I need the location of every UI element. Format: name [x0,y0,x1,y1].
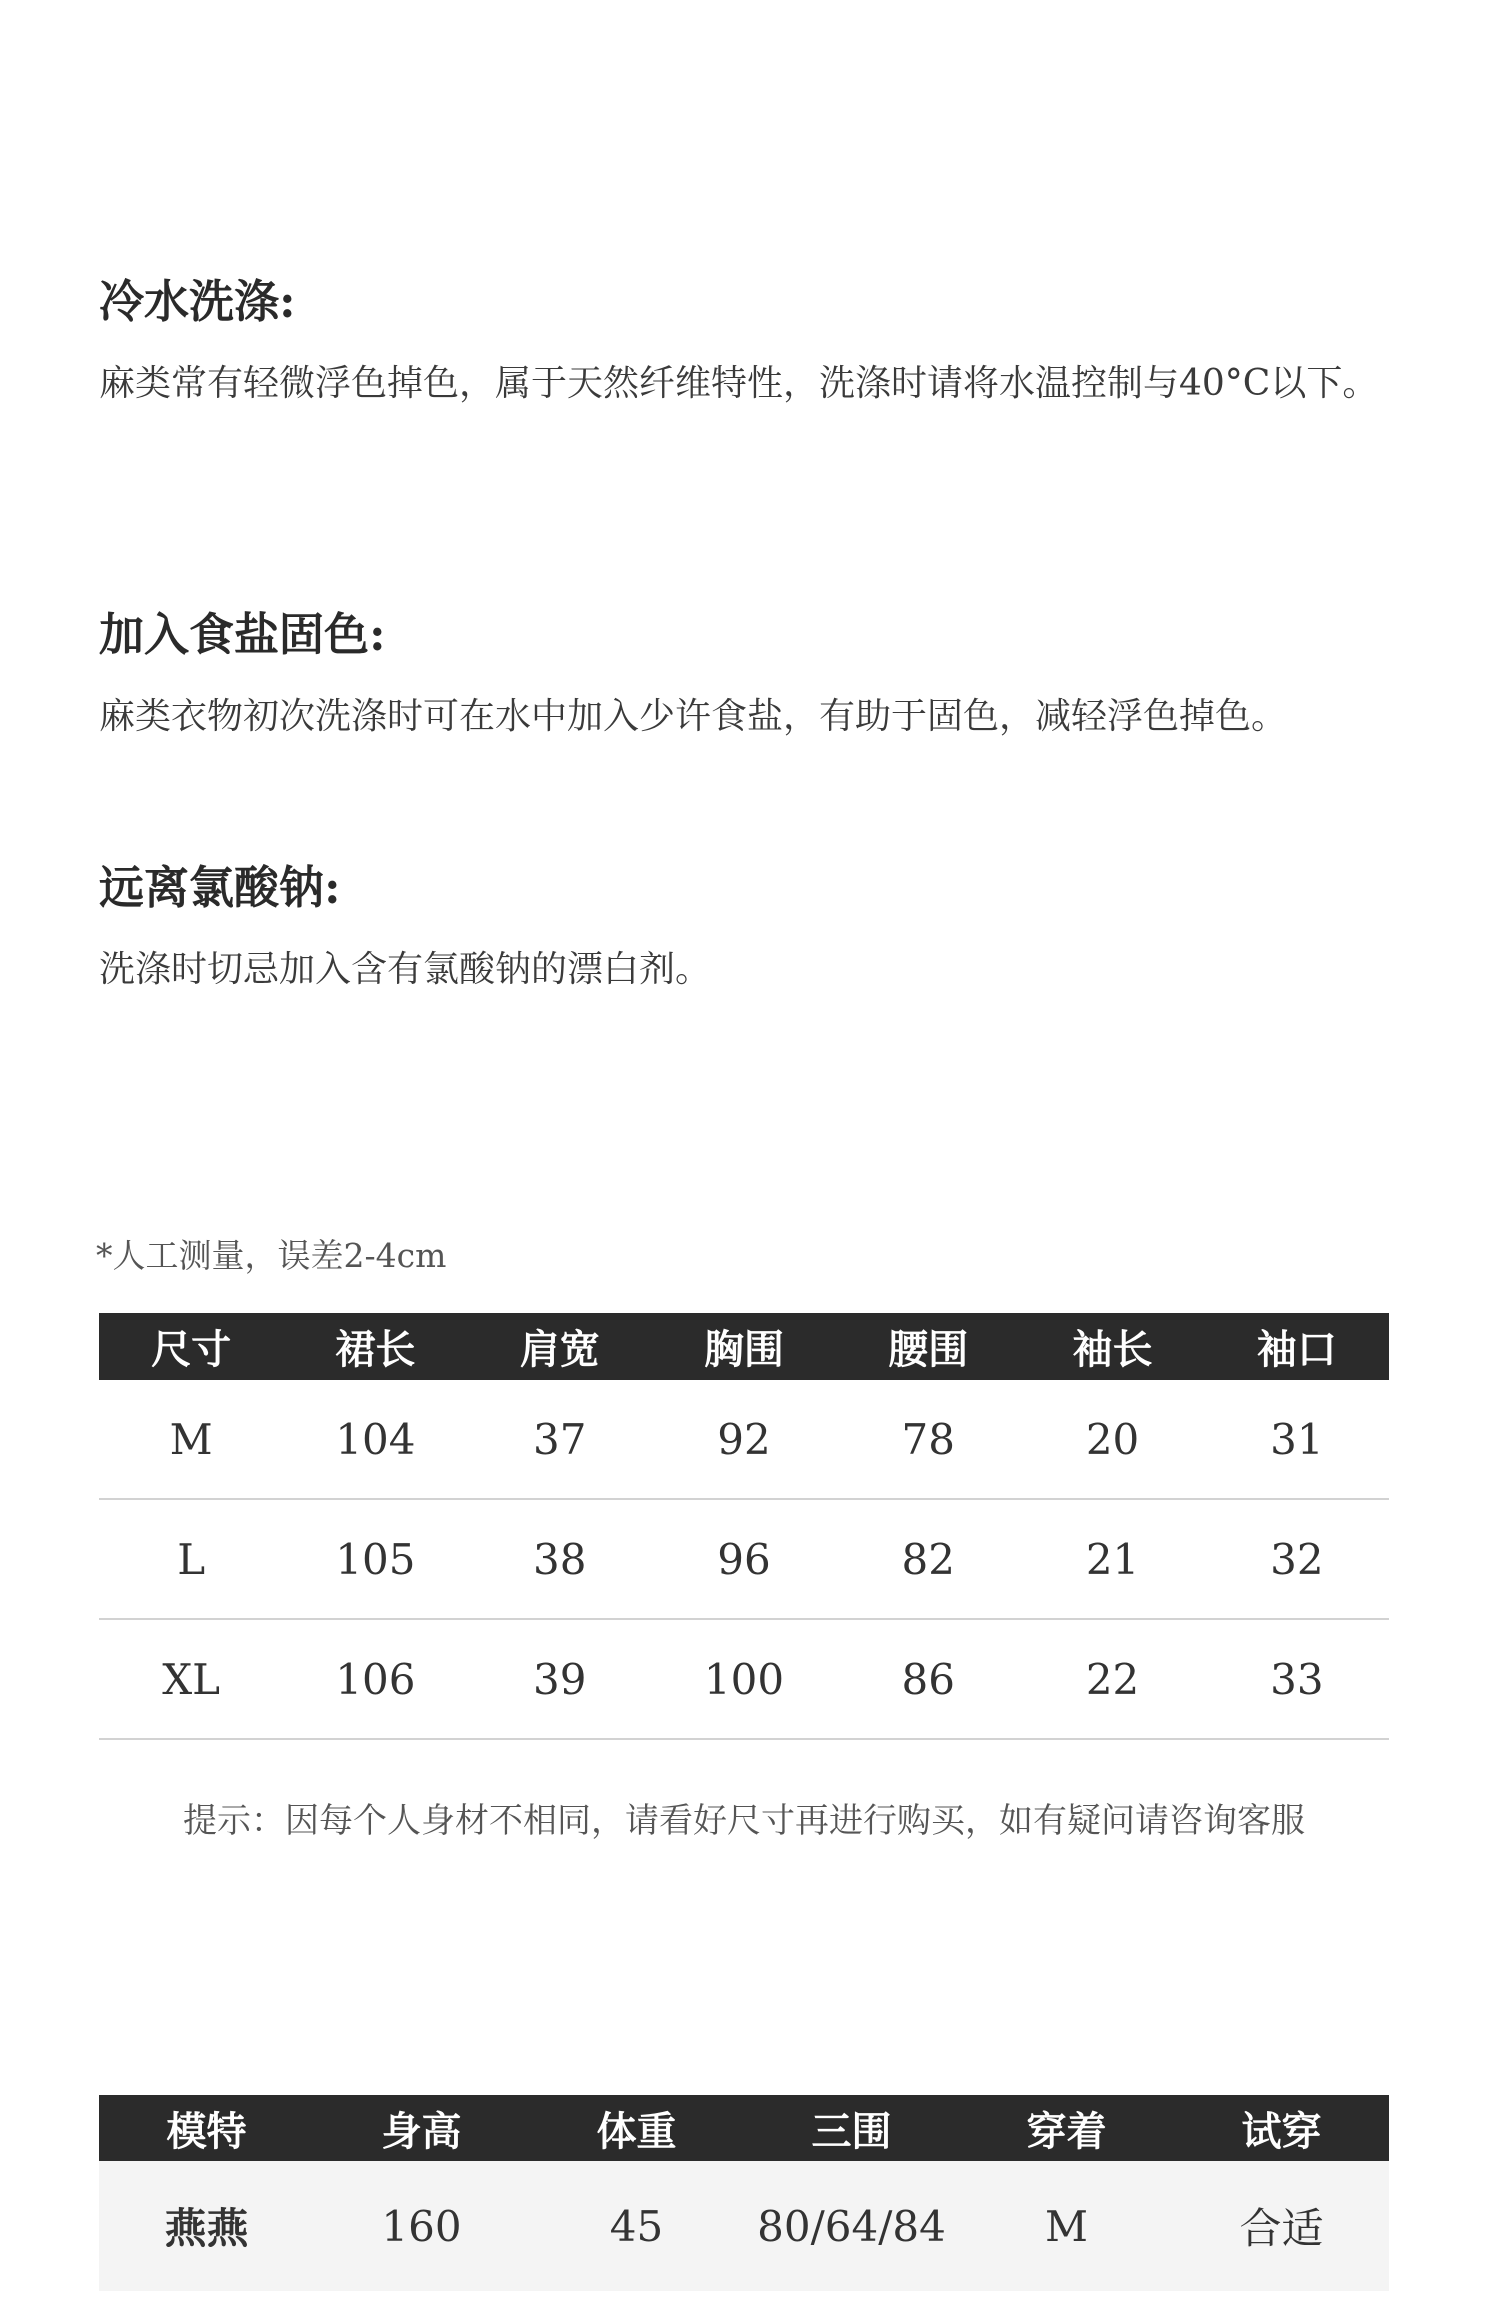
size-measure-note: *人工测量，误差2-4cm [96,1236,447,1275]
table-cell: 86 [836,1619,1020,1739]
table-row [99,1499,1389,1619]
table-cell: 105 [283,1499,467,1619]
table-cell: M [99,1380,283,1499]
table-cell: 燕燕 [99,2161,314,2291]
table-cell: 22 [1020,1619,1204,1739]
height-col-header: 身高 [314,2095,529,2161]
table-row [99,1380,1389,1499]
table-cell: 37 [468,1380,652,1499]
wearing-size-col-header: 穿着 [959,2095,1174,2161]
care-text: 洗涤时切忌加入含有氯酸钠的漂白剂。 [99,949,712,990]
table-cell: 45 [529,2161,744,2291]
care-text: 麻类衣物初次洗涤时可在水中加入少许食盐，有助于固色，减轻浮色掉色。 [99,696,1288,737]
length-col-header: 裙长 [283,1313,467,1380]
table-cell: 合适 [1174,2161,1389,2291]
table-cell: 21 [1020,1499,1204,1619]
size-table [99,1313,1389,1740]
table-cell: 20 [1020,1380,1204,1499]
table-cell: 31 [1205,1380,1389,1499]
measurements-col-header: 三围 [744,2095,959,2161]
size-col-header: 尺寸 [99,1313,283,1380]
care-text: 麻类常有轻微浮色掉色，属于天然纤维特性，洗涤时请将水温控制与40°C以下。 [99,363,1379,404]
size-table-header-row [99,1313,1389,1380]
model-col-header: 模特 [99,2095,314,2161]
shoulder-col-header: 肩宽 [468,1313,652,1380]
bust-col-header: 胸围 [652,1313,836,1380]
care-title: 加入食盐固色: [99,608,386,661]
table-cell: 82 [836,1499,1020,1619]
table-cell: 32 [1205,1499,1389,1619]
table-cell: 106 [283,1619,467,1739]
fit-col-header: 试穿 [1174,2095,1389,2161]
table-cell: 100 [652,1619,836,1739]
care-section-no-bleach [99,858,1419,1012]
table-row [99,2161,1389,2291]
cuff-col-header: 袖口 [1205,1313,1389,1380]
model-table [99,2095,1389,2291]
care-title: 冷水洗涤: [99,275,296,328]
table-row [99,1619,1389,1739]
care-title: 远离氯酸钠: [99,861,341,914]
table-cell: 104 [283,1380,467,1499]
size-tip-text: 提示：因每个人身材不相同，请看好尺寸再进行购买，如有疑问请咨询客服 [183,1801,1305,1841]
table-cell: M [959,2161,1174,2291]
care-section-salt-fix [99,605,1419,759]
table-cell: 38 [468,1499,652,1619]
table-cell: 96 [652,1499,836,1619]
waist-col-header: 腰围 [836,1313,1020,1380]
table-cell: XL [99,1619,283,1739]
table-cell: L [99,1499,283,1619]
weight-col-header: 体重 [529,2095,744,2161]
table-cell: 39 [468,1619,652,1739]
care-section-cold-wash [99,272,1419,426]
table-cell: 78 [836,1380,1020,1499]
model-table-header-row [99,2095,1389,2161]
table-cell: 92 [652,1380,836,1499]
table-cell: 33 [1205,1619,1389,1739]
sleeve-length-col-header: 袖长 [1020,1313,1204,1380]
table-cell: 80/64/84 [744,2161,959,2291]
table-cell: 160 [314,2161,529,2291]
